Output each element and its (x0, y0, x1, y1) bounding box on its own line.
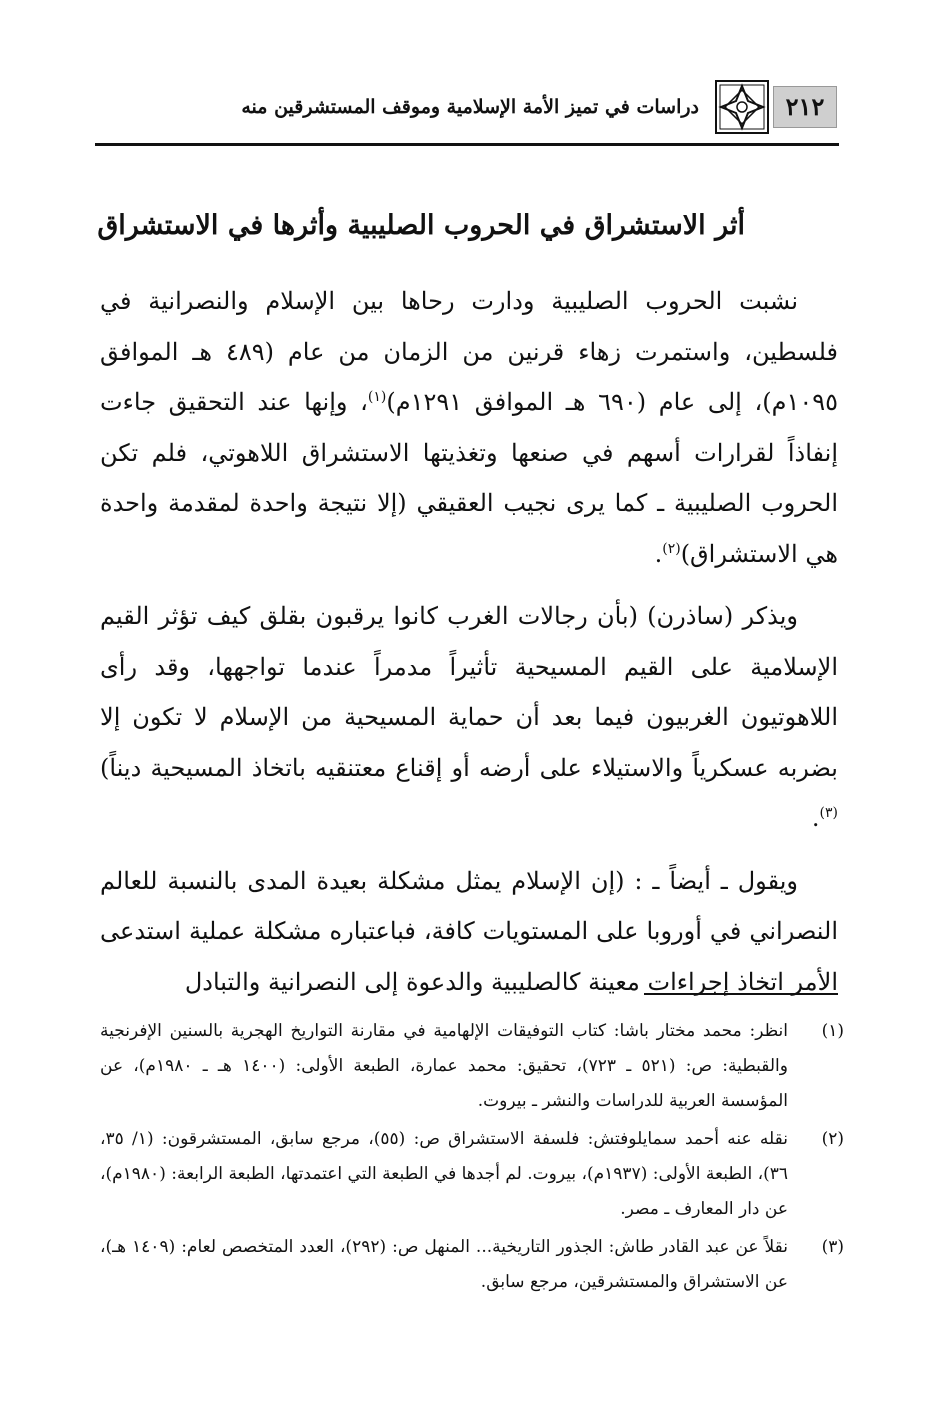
main-text (100, 276, 838, 1007)
paragraph-end: . (654, 539, 663, 568)
paragraph-text: ويقول ـ أيضاً ـ : (إن الإسلام يمثل مشكلة بعيدة المدى بالنسبة للعالم النصراني في أوروبا على المستويات كافة، فباعتباره مشكلة عملية استدعى الأمر اتخاذ إجراءات معينة كالصليبية والدعوة إلى النصرانية والتبادل (100, 866, 838, 996)
page-number: ٢١٢ (773, 86, 837, 128)
footnote-ref: (٢) (662, 540, 681, 557)
footnote-number: (٢) (821, 1129, 844, 1149)
geometric-star-ornament-icon (715, 80, 769, 134)
footnote-number: (١) (821, 1021, 844, 1041)
running-title: دراسات في تميز الأمة الإسلامية وموقف المستشرقين منه (241, 96, 699, 118)
paragraph-text: ويذكر (ساذرن) (بأن رجالات الغرب كانوا يرقبون بقلق كيف تؤثر القيم الإسلامية على القيم المسيحية تأثيراً مدمراً عندما تواجهها، وقد رأى اللاهوتيون الغربيون فيما بعد أن حماية المسيحية من الإسلام لا تكون إلا بضربه عسكرياً والاستيلاء على أرضه أو إقناع معتنقيه باتخاذ المسيحية ديناً) (100, 602, 838, 782)
footnote-text: نقله عنه أحمد سمايلوفتش: فلسفة الاستشراق ص: (٥٥)، مرجع سابق، المستشرقون: (١/ ٣٥، ٣٦)، الطبعة الأولى: (١٩٣٧م)، بيروت. لم أجدها في الطبعة التي اعتمدتها، الطبعة الرابعة: (١٩٨٠م)، عن دار المعارف ـ مصر. (100, 1129, 788, 1219)
header-rule (95, 143, 839, 146)
footnote (100, 1014, 844, 1119)
footnote (100, 1230, 844, 1300)
footnote (100, 1122, 844, 1227)
footnote-separator (644, 993, 838, 995)
footnote-ref: (١) (367, 389, 387, 405)
paragraph-text: ، وإنها عند التحقيق جاءت إنفاذاً لقرارات أسهم في صنعها وتغذيتها الاستشراق اللاهوتي، فلم تكن الحروب الصليبية ـ كما يرى نجيب العقيقي (إلا نتيجة واحدة لمقدمة واحدة هي الاستشراق) (100, 388, 838, 568)
footnotes (100, 1014, 844, 1303)
page-header (95, 78, 839, 146)
paragraph (100, 591, 838, 844)
paragraph-end: . (811, 804, 820, 832)
paragraph-text: نشبت الحروب الصليبية ودارت رحاها بين الإسلام والنصرانية في فلسطين، واستمرت زهاء قرنين من الزمان من عام (٤٨٩ هـ الموافق ١٠٩٥م)، إلى عام (٦٩٠ هـ الموافق ١٢٩١م) (100, 287, 839, 416)
footnote-ref: (٣) (819, 805, 838, 821)
paragraph (100, 276, 838, 579)
footnote-text: انظر: محمد مختار باشا: كتاب التوفيقات الإلهامية في مقارنة التواريخ الهجرية بالسنين الإفرنجية والقبطية: ص: (٥٢١ ـ ٧٢٣)، تحقيق: محمد عمارة، الطبعة الأولى: (١٤٠٠ هـ ـ ١٩٨٠م)، عن المؤسسة العربية للدراسات والنشر ـ بيروت. (100, 1021, 788, 1111)
footnote-text: نقلاً عن عبد القادر طاش: الجذور التاريخية... المنهل ص: (٢٩٢)، العدد المتخصص لعام: (١٤٠٩ هـ)، عن الاستشراق والمستشرقين، مرجع سابق. (100, 1237, 789, 1292)
footnote-number: (٣) (821, 1237, 844, 1257)
paragraph (100, 856, 838, 1008)
article-title: أثر الاستشراق في الحروب الصليبية وأثرها في الاستشراق (97, 210, 745, 241)
